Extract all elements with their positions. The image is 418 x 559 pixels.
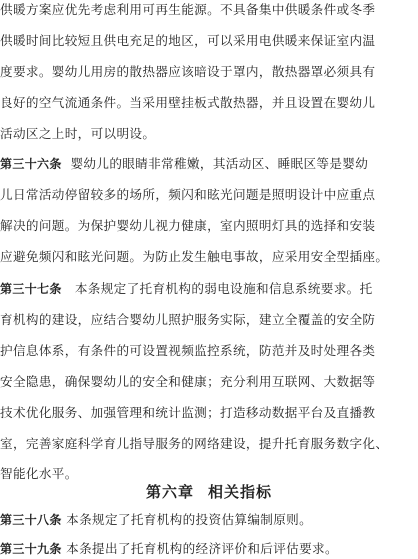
article-36-label: 第三十六条 [0,157,62,171]
paragraph-line: 智能化水平。 [0,466,78,481]
paragraph-line: 良好的空气流通条件。当采用壁挂板式散热器，并且设置在婴幼儿 [0,95,376,110]
paragraph-line: 婴幼儿的眼睛非常稚嫩，其活动区、睡眠区等是婴幼 [70,156,369,171]
paragraph-line: 儿日常活动停留较多的场所，频闪和眩光问题是照明设计中应重点 [0,187,376,202]
article-39-line [0,541,418,557]
paragraph-line: 活动区之上时，可以明设。 [0,126,156,141]
paragraph-line: 供暖时间比较短且供电充足的地区，可以采用电供暖来保证室内温 [0,33,376,48]
article-37-label: 第三十七条 [0,282,62,296]
paragraph-line: 应避免频闪和眩光问题。为防止发生触电事故，应采用安全型插座。 [0,249,389,264]
article-38-line [0,512,418,528]
paragraph-line: 度要求。婴幼儿用房的散热器应该暗设于罩内，散热器罩必须具有 [0,64,376,79]
article-36-first-line [0,156,418,172]
chapter-number: 第六章 [145,483,194,501]
paragraph-line: 室，完善家庭科学育儿指导服务的网络建设，提升托育服务数字化、 [0,436,389,451]
paragraph-line: 育机构的建设，应结合婴幼儿照护服务实际，建立全覆盖的安全防 [0,312,376,327]
article-39-label: 第三十九条 [0,542,62,556]
article-38-label: 第三十八条 [0,513,62,527]
paragraph-line: 安全隐患，确保婴幼儿的安全和健康；充分利用互联网、大数据等 [0,374,376,389]
paragraph-line: 护信息体系，有条件的可设置视频监控系统，防范并及时处理各类 [0,343,376,358]
paragraph-line: 本条规定了托育机构的弱电设施和信息系统要求。托 [74,281,373,296]
article-39-text: 本条提出了托育机构的经济评价和后评估要求。 [66,541,338,556]
chapter-title: 相关指标 [208,483,273,501]
paragraph-line: 供暖方案应优先考虑利用可再生能源。不具备集中供暖条件或冬季 [0,2,376,17]
paragraph-line: 技术优化服务、加强管理和统计监测；打造移动数据平台及直播教 [0,405,376,420]
article-38-text: 本条规定了托育机构的投资估算编制原则。 [66,512,313,527]
chapter-heading [0,481,418,502]
paragraph-line: 解决的问题。为保护婴幼儿视力健康，室内照明灯具的选择和安装 [0,218,376,233]
article-37-first-line [0,281,418,297]
